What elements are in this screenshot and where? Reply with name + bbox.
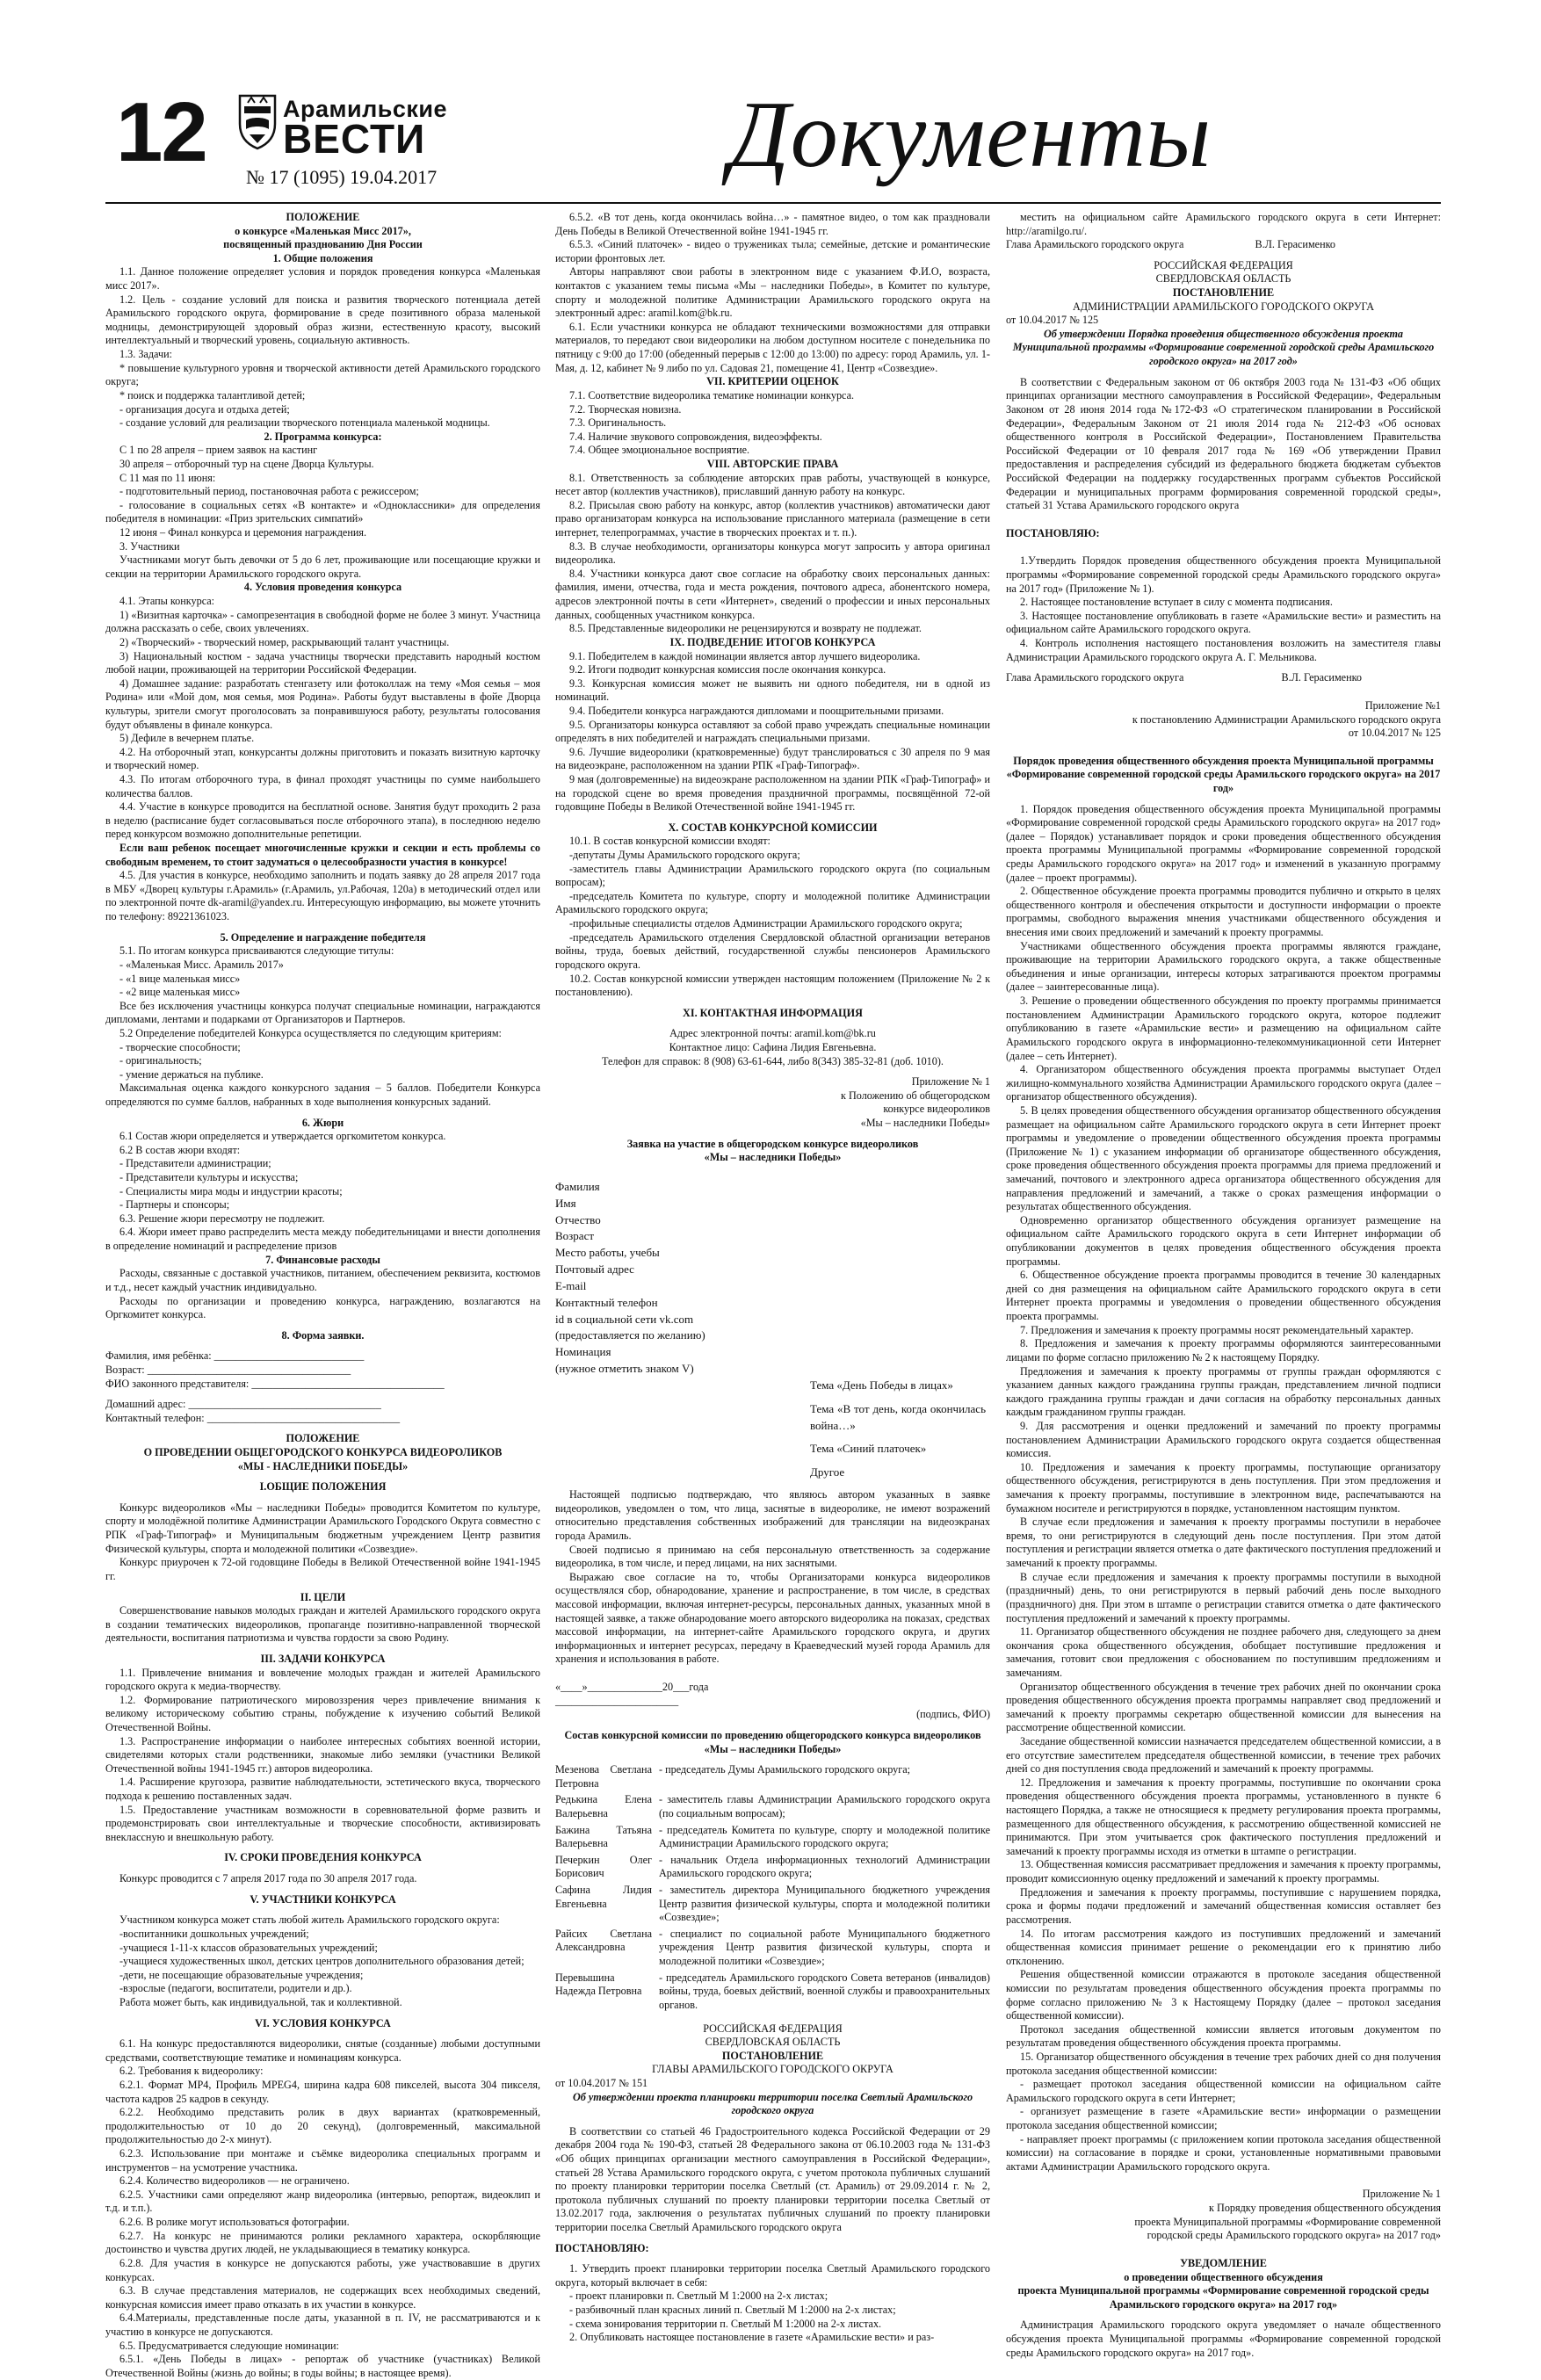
paragraph: 6.2.1. Формат MP4, Профиль MPEG4, ширина кадра 608 пикселей, высота 304 пикселя, частота кадров 25 кадров в секунду.: [105, 2079, 540, 2105]
paragraph: 6.2.7. На конкурс не принимаются ролики рекламного характера, оскорбляющие достоинство и чувства других людей, не укладывающиеся в тематику конкурса.: [105, 2229, 540, 2256]
appendix-note: конкурсе видеороликов: [883, 1103, 990, 1116]
column-1: [105, 211, 540, 2380]
paragraph: -председатель Арамильского отделения Свердловской областной организации ветеранов войны, труда, боевых действий, государственной службы пенсионеров Арамильского городского округа.: [555, 930, 990, 971]
paragraph: 6.2.3. Использование при монтаже и съёмке видеоролика специальных программ и инструментов – на усмотрение участника.: [105, 2147, 540, 2174]
paragraph: - Представители культуры и искусства;: [119, 1171, 299, 1184]
member-name: Бажина Татьяна Валерьевна: [555, 1823, 652, 1850]
paragraph: - умение держаться на публике.: [119, 1067, 264, 1081]
paragraph: Заседание общественной комиссии назначается председателем общественной комиссии, а в его отсутствие заместителем председателя общественной комиссии, в течение трех рабочих дней со дня поступления свода предложений и замечаний к проекту программы.: [1006, 1734, 1441, 1776]
paragraph: 2. Опубликовать настоящее постановление в газете «Арамильские вести» и раз-: [569, 2331, 935, 2344]
paragraph: -дети, не посещающие образовательные учреждения;: [119, 1968, 364, 1981]
paragraph: 4. Контроль исполнения настоящего постановления возложить на заместителя главы Администрации Арамильского городского округа А. Г. Мельникова.: [1006, 637, 1441, 663]
paragraph: 9 мая (долговременные) на видеоэкране расположенном на здании РПК «Граф-Типограф» и на городской сцене во время проведения праздничной программы, посвящённой 72-ой годовщине Победы в Великой Отечественной войне 1941-1945 гг.: [555, 772, 990, 814]
form-field-label: Отчество: [555, 1212, 601, 1226]
paragraph: 1.1. Данное положение определяет условия и порядок проведения конкурса «Маленькая мисс 2017».: [105, 265, 540, 293]
paragraph: - создание условий для реализации творческого потенциала маленькой модницы.: [119, 416, 490, 430]
paragraph: Авторы направляют свои работы в электронном виде с указанием Ф.И.О, возраста, контактов с указанием темы письма «Мы – наследники Победы», в Комитет по культуре, спорту и молодежной политике Администрации Арамильского городского округа на электронный адрес: aramil.kom@bk.ru.: [555, 265, 990, 320]
member-role: - председатель Думы Арамильского городского округа;: [659, 1763, 911, 1776]
form-line: Домашний адрес: ____________________________________: [105, 1398, 381, 1411]
paragraph: 7.2. Творческая новизна.: [569, 402, 682, 416]
decree-date: от 10.04.2017 № 151: [555, 2076, 648, 2089]
heading: ПОЛОЖЕНИЕ: [286, 1432, 360, 1445]
paragraph: 11. Организатор общественного обсуждения не позднее рабочего дня, следующего за днем окончания срока общественного обсуждения, обобщает поступившие предложения и замечания, готовит свои предложения с обоснованием по поступившим предложениям и замечаниям.: [1006, 1625, 1441, 1679]
paragraph: 2. Настоящее постановление вступает в силу с момента подписания.: [1020, 596, 1333, 609]
paragraph: -воспитанники дошкольных учреждений;: [119, 1927, 309, 1940]
paragraph: 5. В целях проведения общественного обсуждения организатор общественного обсуждения размещает на официальном сайте Арамильского городского округа в сети Интернет проект программы и уведомление о проведении общественного обсуждения проекта программы (Приложение № 1) с указанием информации об организаторе общественного обсуждения, сроке проведения общественного обсуждения проекта программы для приема предложений и замечаний, почтового и электронного адреса организатора общественного обсуждения для направления предложений и замечаний, а также о сроках размещения информации о результатах общественного обсуждения.: [1006, 1103, 1441, 1213]
paragraph: 6.5.3. «Синий платочек» - видео о тружениках тыла; семейные, детские и романтические истории фронтовых лет.: [555, 238, 990, 264]
column-2: [555, 211, 990, 2345]
nomination-option: Другое: [810, 1465, 845, 1479]
section-heading: 8. Форма заявки.: [281, 1328, 365, 1342]
paragraph: 1.4. Расширение кругозора, развитие наблюдательности, эстетического вкуса, творческого подхода к решению поставленных задач.: [105, 1776, 540, 1803]
form-field-label: Фамилия: [555, 1179, 600, 1193]
paragraph: 1.3. Распространение информации о наиболее интересных событиях военной истории, свидетелями которых стали родственники, знакомые либо земляки (участники Великой Отечественной войны 1941-1945 гг.) авторов видеоролика.: [105, 1734, 540, 1775]
section-heading: IX. ПОДВЕДЕНИЕ ИТОГОВ КОНКУРСА: [669, 635, 876, 648]
paragraph: Организатор общественного обсуждения в течение трех рабочих дней по окончании срока проведения общественного обсуждения проекта программы направляет свод предложений и замечаний к проекту программы секретарю общественной комиссии для вынесения на рассмотрение общественной комиссии.: [1006, 1680, 1441, 1734]
paragraph: 9.4. Победители конкурса награждаются дипломами и поощрительными призами.: [569, 704, 944, 717]
paragraph: 8.2. Присылая свою работу на конкурс, автор (коллектив участников) автоматически дают право организаторам конкурса на использование присланного материала (размещение в сети интернет, телепрограммах, участие в творческих проектах и т. п.).: [555, 498, 990, 539]
section-heading: 7. Финансовые расходы: [265, 1253, 380, 1266]
paragraph: 8.5. Представленные видеоролики не рецензируются и возврату не подлежат.: [569, 622, 922, 635]
decree-header: СВЕРДЛОВСКАЯ ОБЛАСТЬ: [1155, 272, 1291, 286]
section-heading: 1. Общие положения: [272, 251, 373, 264]
form-line: ФИО законного представителя: ____________________________________: [105, 1377, 445, 1390]
paragraph: 3. Решение о проведении общественного обсуждения по проекту программы принимается постановлением Администрации Арамильского городского округа, которое подлежит опубликованию в газете «Арамильские вести» и размещению на официальном сайте Арамильского городского округа в информационно-телекоммуникационной сети Интернет (далее – сеть Интернет).: [1006, 995, 1441, 1062]
signer-title: Глава Арамильского городского округа: [1006, 671, 1184, 684]
paragraph: В случае если предложения и замечания к проекту программы поступили в нерабочее время, то они регистрируются в следующий день после поступления. При этом датой поступления и регистрации является отметка о дате фактического поступления предложений и замечаний к проекту программы.: [1006, 1516, 1441, 1570]
paragraph: Участником конкурса может стать любой житель Арамильского городского округа:: [119, 1913, 500, 1927]
page-number: 12: [116, 85, 206, 179]
decree-resolve: ПОСТАНОВЛЯЮ:: [1006, 526, 1100, 539]
section-heading: «Мы – наследники Победы»: [704, 1151, 842, 1164]
paragraph: 6.2.4. Количество видеороликов — не ограничено.: [119, 2174, 350, 2188]
paragraph: 4. Организатором общественного обсуждения проекта программы выступает Отдел жилищно-коммунального хозяйства Администрации Арамильского городского округа (далее – организатор общественного обсуждения).: [1006, 1063, 1441, 1103]
signature-line: _______________________: [555, 1694, 679, 1707]
paragraph: - разбивочный план красных линий п. Светлый М 1:2000 на 2-х листах;: [569, 2304, 896, 2317]
paragraph: - Специалисты мира моды и индустрии красоты;: [119, 1184, 343, 1197]
paragraph: 6.1 Состав жюри определяется и утверждается оргкомитетом конкурса.: [119, 1130, 446, 1143]
paragraph: - схема зонирования территории п. Светлый М 1:2000 на 2-х листах.: [569, 2317, 882, 2330]
paragraph: 15. Организатор общественного обсуждения в течение трех рабочих дней со дня получения протокола заседания общественной комиссии:: [1006, 2051, 1441, 2077]
member-role: - заместитель директора Муниципального бюджетного учреждения Центр развития физической культуры, спорта и молодежной политики «Созвездие»;: [659, 1884, 990, 1924]
appendix-note: к Порядку проведения общественного обсуждения: [1209, 2202, 1441, 2215]
appendix-note: городской среды Арамильского городского округа» на 2017 год»: [1147, 2229, 1441, 2242]
signer-title: Глава Арамильского городского округа: [1006, 238, 1184, 251]
decree-header: ПОСТАНОВЛЕНИЕ: [1172, 286, 1275, 300]
paragraph: Выражаю свое согласие на то, чтобы Организаторами конкурса видеороликов осуществлялся сбор, обнародование, хранение и распространение, в том числе, в средствах массовой информации, включая интернет-ресурсы, персональных данных, указанных мной в настоящей заявке, а также обнародование моего авторского видеоролика на показах, средствах массовой информации, на интернет-сайте Арамильского городского округа, и других информационных и интернет ресурсах, передачу в Краеведческий музей города Арамиль для хранения и использования в работе.: [555, 1570, 990, 1666]
decree-date: от 10.04.2017 № 125: [1006, 314, 1099, 327]
decree-header: ГЛАВЫ АРАМИЛЬСКОГО ГОРОДСКОГО ОКРУГА: [652, 2063, 893, 2076]
paragraph: - оригинальность;: [119, 1054, 202, 1067]
paragraph: 2. Общественное обсуждение проекта программы проводится публично и открыто в целях общественного контроля и обеспечения открытости и доступности информации о проекте программы, свободного выражения мнения участниками общественного обсуждения и внесения ими своих предложений и замечаний к проекту программы.: [1006, 885, 1441, 939]
paragraph: С 11 мая по 11 июня:: [119, 471, 216, 484]
member-role: - председатель Арамильского городского Совета ветеранов (инвалидов) войны, труда, боевых действий, военной службы и правоохранительных органов.: [659, 1971, 990, 2011]
section-heading: 5. Определение и награждение победителя: [220, 930, 426, 944]
paragraph: Предложения и замечания к проекту программы от группы граждан оформляются с указанием данных каждого гражданина группы граждан, представлением личной подписи каждого гражданина группы граждан и дачи согласия на обработку персональных данных каждым гражданином группы граждан.: [1006, 1364, 1441, 1419]
paragraph: - проект планировки п. Светлый М 1:2000 на 2-х листах;: [569, 2290, 828, 2303]
jury-table: [555, 1763, 990, 2015]
paragraph: 5.1. По итогам конкурса присваиваются следующие титулы:: [119, 944, 394, 958]
decree-header: РОССИЙСКАЯ ФЕДЕРАЦИЯ: [703, 2022, 843, 2035]
paragraph: 1.5. Предоставление участникам возможности в соревновательной форме развить и продемонстрировать свои интеллектуальные и творческие способности, активизировать внеклассную и внешкольную работу.: [105, 1803, 540, 1843]
decree-header: РОССИЙСКАЯ ФЕДЕРАЦИЯ: [1154, 258, 1293, 271]
section-heading: 4. Условия проведения конкурса: [243, 581, 402, 594]
table-row: [555, 1793, 990, 1823]
paragraph: 4) Домашнее задание: разработать стенгазету или фотоколлаж на тему «Моя семья – моя Родина» или «Мой дом, моя семья, моя Родина». Работы будут выставлены в фойе Дворца культуры, зрители смогут проголосовать за понравившуюся работу, результаты голосования будут объявлены в финале конкурса.: [105, 676, 540, 731]
application-form-blank: [105, 1349, 540, 1425]
paragraph: 3. Настоящее постановление опубликовать в газете «Арамильские вести» и разместить на официальном сайте Арамильского городского округа.: [1006, 609, 1441, 636]
paragraph: 8. Предложения и замечания к проекту программы оформляются заинтересованными лицами по форме согласно приложению № 2 к настоящему Порядку.: [1006, 1337, 1441, 1364]
newspaper-logo: [237, 90, 474, 196]
form-field-label: Место работы, учебы: [555, 1246, 660, 1260]
paragraph: - организует размещение в газете «Арамильские вести» информации о размещении протокола заседания общественной комиссии;: [1006, 2105, 1441, 2132]
paragraph: 8.4. Участники конкурса дают свое согласие на обработку своих персональных данных: фамилия, имени, отчества, года и места рождения, почтового адреса, абонентского номера, адресов электронной почты в сети «Интернет», сведений о профессии и иных персональных данных, сообщенных участником конкурса.: [555, 567, 990, 621]
nomination-option: Тема «В тот день, когда окончилась война…»: [810, 1401, 986, 1432]
decree-title: Об утверждении Порядка проведения общественного обсуждения проекта Муниципальной программы «Формирование современной городской среды Арамильского городского округа» на 2017 год»: [1012, 327, 1435, 368]
form-field-label: Имя: [555, 1196, 576, 1210]
section-heading: проекта Муниципальной программы «Формирование современной городской среды Арамильского городского округа» на 2017 год»: [1017, 2284, 1429, 2311]
paragraph: 6.2. Требования к видеоролику:: [119, 2065, 264, 2078]
paragraph: - голосование в социальных сетях «В контакте» и «Одноклассники» для определения победителя в номинации: «Приз зрительских симпатий»: [105, 498, 540, 525]
brand-main: ВЕСТИ: [283, 116, 426, 162]
paragraph: 6.2 В состав жюри входят:: [119, 1143, 241, 1156]
paragraph: 4.4. Участие в конкурсе проводится на бесплатной основе. Занятия будут проходить 2 раза в неделю (расписание будет согласовываться после отборочного этапа), в последнюю неделю перед конкурсом возможно дополнительные репетиции.: [105, 800, 540, 841]
contact-line: Адрес электронной почты: aramil.kom@bk.ru: [669, 1027, 876, 1040]
member-name: Мезенова Светлана Петровна: [555, 1763, 652, 1790]
paragraph: 13. Общественная комиссия рассматривает предложения и замечания к проекту программы, проводит комиссионную оценку предложений и замечаний к проекту программы.: [1006, 1858, 1441, 1885]
paragraph: - направляет проект программы (с приложением копии протокола заседания общественной комиссии) на согласование в порядке и сроки, установленные нормативными правовыми актами Администрации Арамильского городского округа.: [1006, 2132, 1441, 2173]
brand-top: Арамильские: [283, 96, 447, 122]
date-line: «____»______________20___года: [555, 1681, 709, 1694]
paragraph: Одновременно организатор общественного обсуждения организует размещение на официальном сайте Арамильского городского округа в сети Интернет информации об опубликовании документов в целях проведения общественного обсуждения проекта программы.: [1006, 1213, 1441, 1268]
paragraph: 1.1. Привлечение внимания и вовлечение молодых граждан и жителей Арамильского городского округа к медиа-творчеству.: [105, 1666, 540, 1693]
section-heading: I.ОБЩИЕ ПОЛОЖЕНИЯ: [259, 1480, 387, 1494]
paragraph: 5.2 Определение победителей Конкурса осуществляется по следующим критериям:: [119, 1026, 502, 1039]
signature-line: [1006, 671, 1441, 685]
member-name: Перевышина Надежда Петровна: [555, 1971, 642, 1998]
table-row: [555, 1824, 990, 1854]
header-rule: [105, 202, 1441, 204]
paragraph: 6.3. Решение жюри пересмотру не подлежит.: [119, 1212, 325, 1225]
paragraph: 3) Национальный костюм - задача участницы творчески представить народный костюм любой нации, проживающей на территории Российской Федерации.: [105, 649, 540, 676]
paragraph: 4.1. Этапы конкурса:: [119, 595, 215, 608]
paragraph: Предложения и замечания к проекту программы, поступившие с нарушением порядка, срока и формы подачи предложений и замечаний общественная комиссия оставляет без рассмотрения.: [1006, 1885, 1441, 1926]
paragraph: Конкурс проводится с 7 апреля 2017 года по 30 апреля 2017 года.: [119, 1872, 417, 1885]
paragraph: -председатель Комитета по культуре, спорту и молодежной политике Администрации Арамильского городского округа;: [555, 889, 990, 916]
table-row: [555, 1928, 990, 1971]
member-name: Печеркин Олег Борисович: [555, 1853, 652, 1880]
paragraph-bold: Если ваш ребенок посещает многочисленные кружки и секции и есть проблемы со свободным временем, то стоит задуматься о целесообразности участия в конкурсе!: [105, 842, 540, 868]
appendix-note: к постановлению Администрации Арамильского городского округа: [1132, 713, 1441, 726]
paragraph: 10.1. В состав конкурсной комиссии входят:: [569, 835, 770, 848]
form-line: Фамилия, имя ребёнка: ____________________________: [105, 1349, 365, 1363]
heading: О ПРОВЕДЕНИИ ОБЩЕГОРОДСКОГО КОНКУРСА ВИДЕОРОЛИКОВ: [143, 1446, 503, 1459]
section-heading: X. СОСТАВ КОНКУРСНОЙ КОМИССИИ: [668, 821, 878, 834]
paragraph: Конкурс приурочен к 72-ой годовщине Победы в Великой Отечественной войне 1941-1945 гг.: [105, 1556, 540, 1582]
paragraph: местить на официальном сайте Арамильского городского округа в сети Интернет: http://aramilgo.ru/.: [1006, 211, 1441, 237]
issue-line: № 17 (1095) 19.04.2017: [246, 166, 438, 188]
paragraph: -учащиеся 1-11-х классов образовательных учреждений;: [119, 1941, 378, 1954]
paragraph: 1.2. Формирование патриотического мировоззрения через привлечение внимания к великому историческому событию страны, побуждение к изучению событий Великой Отечественной Войны.: [105, 1693, 540, 1733]
paragraph: - «1 вице маленькая мисс»: [119, 972, 241, 985]
paragraph: - Партнеры и спонсоры;: [119, 1198, 230, 1212]
member-role: - заместитель главы Администрации Арамильского городского округа (по социальным вопросам);: [659, 1793, 990, 1819]
nomination-option: Тема «Синий платочек»: [810, 1442, 927, 1456]
paragraph: 10.2. Состав конкурсной комиссии утвержден настоящим положением (Приложение № 2 к постановлению).: [555, 972, 990, 999]
paragraph: Протокол заседания общественной комиссии является итоговым документом по результатам проведения общественного обсуждения проекта программы.: [1006, 2022, 1441, 2050]
paragraph: 7. Предложения и замечания к проекту программы носят рекомендательный характер.: [1020, 1323, 1414, 1336]
paragraph: 6.5.1. «День Победы в лицах» - репортаж об участнике (участниках) Великой Отечественной Войны (жизнь до войны; в годы войны; в настоящее время).: [105, 2353, 540, 2379]
paragraph: 4.2. На отборочный этап, конкурсанты должны приготовить и показать визитную карточку и творческий номер.: [105, 745, 540, 772]
member-name: Редькина Елена Валерьевна: [555, 1793, 652, 1819]
paragraph: 8.1. Ответственность за соблюдение авторских прав работы, участвующей в конкурсе, несет автор (коллектив участников), приславший данную работу на конкурс.: [555, 471, 990, 498]
paragraph: Решения общественной комиссии отражаются в протоколе заседания общественной комиссии по результатам проведения общественного обсуждения проекта программы по форме согласно приложению № 3 к Настоящему Порядку (далее – протокол заседания общественной комиссии).: [1006, 1968, 1441, 2022]
signer-name: В.Л. Герасименко: [1281, 671, 1362, 684]
paragraph: * поиск и поддержка талантливой детей;: [119, 388, 306, 401]
paragraph: Работа может быть, как индивидуальной, так и коллективной.: [119, 1995, 402, 2008]
paragraph: 1.3. Задачи:: [119, 348, 173, 361]
city-crest-icon: [237, 94, 278, 150]
application-form: [555, 1179, 990, 1481]
paragraph: Конкурс видеороликов «Мы – наследники Победы» проводится Комитетом по культуре, спорту и молодёжной политике Администрации Арамильского Городского Округа совместно с РПК «Граф-Типограф» и Муниципальным бюджетным учреждением Центр развития Физической культуры, спорта и молодежной политики «Созвездие».: [105, 1501, 540, 1555]
section-heading: Заявка на участие в общегородском конкурсе видеороликов: [626, 1137, 919, 1150]
paragraph: 1) «Визитная карточка» - самопрезентация в свободной форме не более 3 минут. Участница должна рассказать о себе, своих увлечениях.: [105, 608, 540, 635]
form-line: Возраст: ______________________________________: [105, 1363, 351, 1376]
member-name: Сафина Лидия Евгеньевна: [555, 1884, 652, 1910]
paragraph: - организация досуга и отдыха детей;: [119, 402, 290, 416]
form-field-label: Контактный телефон: [555, 1295, 658, 1309]
paragraph: -заместитель главы Администрации Арамильского городского округа (по социальным вопросам);: [555, 862, 990, 889]
table-row: [555, 1971, 990, 2015]
paragraph: - подготовительный период, постановочная работа с режиссером;: [119, 485, 419, 498]
paragraph: 1.2. Цель - создание условий для поиска и развития творческого потенциала детей Арамильского городского округа, формирование в среде позитивного образа маленькой модницы, демонстрирующей здоровый образ жизни, естественную красоту, высокий интеллектуальный и творческий уровень, социальную активность.: [105, 293, 540, 347]
section-heading: VI. УСЛОВИЯ КОНКУРСА: [255, 2016, 391, 2029]
member-name: Райсих Светлана Александровна: [555, 1927, 652, 1954]
paragraph: 7.1. Соответствие видеоролика тематике номинации конкурса.: [569, 388, 855, 401]
heading: о конкурсе «Маленькая Мисс 2017»,: [235, 224, 411, 237]
member-role: - специалист по социальной работе Муниципального бюджетного учреждения Центр развития физической культуры, спорта и молодежной политики «Созвездие»;: [659, 1927, 990, 1968]
paragraph: Настоящей подписью подтверждаю, что являюсь автором указанных в заявке видеороликов, уведомлен о том, что лица, заснятые в видеоролике, не имеют возражений относительно представления собственных изображений для трансляции на видеоэкранах города Арамиль.: [555, 1488, 990, 1542]
section-heading: 6. Жюри: [301, 1116, 344, 1129]
signature-caption: (подпись, ФИО): [916, 1708, 990, 1721]
form-field-label: (предоставляется по желанию): [555, 1328, 705, 1342]
paragraph: 6.5.2. «В тот день, когда окончилась война…» - памятное видео, о том как праздновали День Победы в Великой Отечественной войне 1941-1945 гг.: [555, 211, 990, 237]
paragraph: - Представители администрации;: [119, 1157, 271, 1170]
paragraph: -депутаты Думы Арамильского городского округа;: [569, 849, 800, 862]
paragraph: 6.1. Если участники конкурса не обладают техническими возможностями для отправки материалов, то передают свои видеоролики на любом доступном носителе с понедельника по пятницу с 9:00 до 17:00 (обеденный перерыв с 12:00 до 13:00) по адресу: город Арамиль, ул. 1-Мая, д. 12, кабинет № 9 либо по ул. Садовая 21, помещение 41, Центр «Созвездие».: [555, 320, 990, 374]
paragraph: - «2 вице маленькая мисс»: [119, 986, 241, 999]
paragraph: 6.2.6. В ролике могут использоваться фотографии.: [119, 2216, 350, 2229]
paragraph: 1. Утвердить проект планировки территории поселка Светлый Арамильского городского округа, который включает в себя:: [555, 2262, 990, 2289]
paragraph: В случае если предложения и замечания к проекту программы поступили в выходной (праздничный) день, то они регистрируются в первый рабочий день после выходного (праздничного) дня. При этом в штампе о регистрации ставится отметка о дате фактического поступления предложений и замечаний к проекту программы.: [1006, 1570, 1441, 1624]
paragraph: 6.5. Предусматривается следующие номинации:: [119, 2339, 339, 2352]
paragraph: 6.4.Материалы, представленные после даты, указанной в п. IV, не рассматриваются и к участию в конкурсе не допускаются.: [105, 2311, 540, 2338]
paragraph: 1.Утвердить Порядок проведения общественного обсуждения проекта Муниципальной программы «Формирование современной городской среды Арамильского городского округа» на 2017 год» (Приложение № 1).: [1006, 554, 1441, 595]
paragraph: 2) «Творческий» - творческий номер, раскрывающий талант участницы.: [119, 635, 450, 648]
table-row: [555, 1763, 990, 1793]
paragraph: 6.3. В случае представления материалов, не содержащих всех необходимых сведений, конкурсная комиссия имеет право отказать в их участии в конкурсе.: [105, 2284, 540, 2311]
signature-line: [1006, 238, 1441, 252]
appendix-note: Приложение № 1: [1362, 2188, 1441, 2201]
paragraph: В соответствии со статьей 46 Градостроительного кодекса Российской Федерации от 29 декабря 2004 года № 190-ФЗ, статьей 28 Федерального закона от 06.10.2003 года № 131-ФЗ «Об общих принципах организации местного самоуправления в Российской Федерации», статьей 28 Устава Арамильского городского округа, с учетом протокола публичных слушаний по проекту планировки территории поселка Светлый (ст. Арамиль) от 29.09.2014 г. № 2, протокола публичных слушаний по проекту планировки территории поселка Светлый от 13.02.2017 года, заключения о результатах публичных слушаний по проекту планировки территории поселка Светлый Арамильского городского округа: [555, 2124, 990, 2234]
paragraph: 9.6. Лучшие видеоролики (кратковременные) будут транслироваться с 30 апреля по 9 мая на видеоэкране, расположенном на здании РПК «Граф-Типограф».: [555, 745, 990, 772]
section-heading: о проведении общественного обсуждения: [1124, 2270, 1323, 2283]
paragraph: * повышение культурного уровня и творческой активности детей Арамильского городского округа;: [105, 361, 540, 388]
paragraph: 9.5. Организаторы конкурса оставляют за собой право учреждать специальные номинации определять в них победителей и награждать специальными призами.: [555, 718, 990, 745]
table-row: [555, 1854, 990, 1884]
paragraph: 6.2.8. Для участия в конкурсе не допускаются работы, уже участвовавшие в других конкурсах.: [105, 2256, 540, 2283]
paragraph: 14. По итогам рассмотрения каждого из поступивших предложений и замечаний общественная комиссия принимает решение о рекомендации его к принятию либо отклонению.: [1006, 1927, 1441, 1967]
paragraph: 5) Дефиле в вечернем платье.: [119, 732, 255, 745]
decree-header: ПОСТАНОВЛЕНИЕ: [721, 2049, 824, 2062]
section-heading: Состав конкурсной комиссии по проведению общегородского конкурса видеороликов «Мы – наследники Победы»: [564, 1728, 981, 1755]
heading: «МЫ - НАСЛЕДНИКИ ПОБЕДЫ»: [237, 1459, 409, 1472]
paragraph: -профильные специалисты отделов Администрации Арамильского городского округа;: [569, 917, 963, 930]
paragraph: В соответствии с Федеральным законом от 06 октября 2003 года № 131-ФЗ «Об общих принципах организации местного самоуправления в Российской Федерации», Федеральным Законом от 28 июня 2014 года №172-ФЗ «О стратегическом планировании в Российской Федерации», Федеральным Законом от 21 июля 2014 года № 212-ФЗ «Об основах общественного контроля в Российской Федерации», Постановлением Правительства Российской Федерации от 10 февраля 2017 года № 169 «Об утверждении Правил предоставления и распределения субсидий из федерального бюджета бюджетам субъектов Российской Федерации на поддержку государственных программ субъектов Российской Федерации и муниципальных программ формирования современной городской среды», статьей 31 Устава Арамильского городского округа: [1006, 375, 1441, 512]
decree-header: АДМИНИСТРАЦИИ АРАМИЛЬСКОГО ГОРОДСКОГО ОКРУГА: [1072, 300, 1375, 313]
contact-line: Контактное лицо: Сафина Лидия Евгеньевна.: [669, 1040, 877, 1053]
form-field-label: Почтовый адрес: [555, 1262, 634, 1277]
heading: ПОЛОЖЕНИЕ: [286, 211, 360, 223]
paragraph: 7.4. Общее эмоциональное восприятие.: [569, 444, 750, 457]
paragraph: Максимальная оценка каждого конкурсного задания – 5 баллов. Победители Конкурса определяются по сумме баллов, набранных в ходе выполнения конкурсных заданий.: [105, 1081, 540, 1108]
paragraph: 7.3. Оригинальность.: [569, 416, 667, 430]
paragraph: 30 апреля – отборочный тур на сцене Дворца Культуры.: [119, 457, 374, 470]
paragraph: 9.2. Итоги подводит конкурсная комиссия после окончания конкурса.: [569, 663, 886, 676]
section-heading: Порядок проведения общественного обсуждения проекта Муниципальной программы «Формирование современной городской среды Арамильского городского округа» на 2017 год»: [1006, 754, 1441, 794]
masthead: [105, 83, 1441, 202]
appendix-note: Приложение №1: [1364, 698, 1441, 712]
paragraph: 6.2.2. Необходимо представить ролик в двух вариантах (кратковременный, продолжительностью от 10 до 20 секунд), (долговременный, максимальной продолжительностью до 2-х минут).: [105, 2106, 540, 2146]
paragraph: 4.3. По итогам отборочного тура, в финал проходят участницы по сумме наибольшего количества баллов.: [105, 772, 540, 799]
form-field-label: Возраст: [555, 1229, 595, 1243]
column-3: [1006, 211, 1441, 2360]
paragraph: 12 июня – Финал конкурса и церемония награждения.: [119, 526, 367, 539]
appendix-note: проекта Муниципальной программы «Формирование современной: [1134, 2215, 1441, 2228]
form-field-label: Номинация: [555, 1345, 611, 1359]
paragraph: 1. Порядок проведения общественного обсуждения проекта Муниципальной программы «Формирование современной городской среды Арамильского городского округа» на 2017 год» (далее – Порядок) устанавливает порядок и сроки проведения общественного обсуждения проекта программы Муниципальной программы «Формирование современной городской среды Арамильского городского округа» на 2017 год» и изменений в указанную программу (далее – проект программы).: [1006, 802, 1441, 884]
paragraph: 8.3. В случае необходимости, организаторы конкурса могут запросить у автора оригинал видеоролика.: [555, 539, 990, 567]
paragraph: Администрация Арамильского городского округа уведомляет о начале общественного обсуждения проекта Муниципальной программы «Формирование современной городской среды Арамильского городского округа» на 2017 год».: [1006, 2319, 1441, 2359]
section-heading: VIII. АВТОРСКИЕ ПРАВА: [706, 457, 839, 470]
member-role: - председатель Комитета по культуре, спорту и молодежной политике Администрации Арамильского городского округа;: [659, 1823, 990, 1850]
paragraph: 10. Предложения и замечания к проекту программы, поступающие организатору общественного обсуждения, регистрируются в день поступления. При этом предложения и замечания к проекту программы, поступившие в электронном виде, распечатываются на бумажном носителе и регистрируются в порядке, установленном настоящим пунктом.: [1006, 1460, 1441, 1515]
appendix-note: Приложение № 1: [911, 1075, 990, 1089]
section-heading: УВЕДОМЛЕНИЕ: [1180, 2256, 1267, 2269]
paragraph: 4.5. Для участия в конкурсе, необходимо заполнить и подать заявку до 28 апреля 2017 года в МБУ «Дворец культуры г.Арамиль» (г.Арамиль, ул.Рабочая, 120а) в методический отдел или по электронной почте dk-aramil@yandex.ru. Интересующую информацию, вы можете уточнить по телефону: 89221361023.: [105, 869, 540, 923]
appendix-note: к Положению об общегородском: [841, 1089, 990, 1102]
paragraph: 6. Общественное обсуждение проекта программы проводится в течение 30 календарных дней со дня размещения на официальном сайте Арамильского городского округа в сети Интернет проекта программы и уведомления о проведении общественного обсуждения проекта программы.: [1006, 1269, 1441, 1323]
section-heading: 2. Программа конкурса:: [264, 430, 382, 443]
appendix-note: «Мы – наследники Победы»: [860, 1117, 990, 1129]
paragraph: 7.4. Наличие звукового сопровождения, видеоэффекты.: [569, 430, 822, 443]
table-row: [555, 1884, 990, 1928]
signer-name: В.Л. Герасименко: [1255, 238, 1335, 251]
section-title: Документы: [729, 83, 1212, 187]
paragraph: -взрослые (педагоги, воспитатели, родители и др.).: [119, 1982, 352, 1995]
section-heading: V. УЧАСТНИКИ КОНКУРСА: [250, 1892, 396, 1906]
appendix-note: от 10.04.2017 № 125: [1348, 727, 1441, 740]
paragraph: 12. Предложения и замечания к проекту программы, поступившие по окончании срока проведения общественного обсуждения проекта программы, установленного в пункте 6 настоящего Порядка, а также не относящиеся к предмету регулирования проекта программы, размещенного для общественного обсуждения, к рассмотрению общественной комиссией не принимаются. При этом учитывается срок фактического поступления предложений и замечаний к проекту программы исходя из отметки в штампе о регистрации.: [1006, 1776, 1441, 1857]
paragraph: 6.4. Жюри имеет право распределить места между победительницами и внести дополнения в определение номинаций и распределение призов: [105, 1226, 540, 1253]
paragraph: 9. Для рассмотрения и оценки предложений и замечаний по проекту программы постановлением Администрации Арамильского городского округа создается общественная комиссия.: [1006, 1419, 1441, 1460]
section-heading: III. ЗАДАЧИ КОНКУРСА: [260, 1652, 386, 1665]
paragraph: 6.2.5. Участники сами определяют жанр видеоролика (интервью, репортаж, видеоклип и т.д. и т.п.).: [105, 2188, 540, 2215]
heading: посвященный празднованию Дня России: [223, 238, 423, 251]
decree-title: Об утверждении проекта планировки территории поселка Светлый Арамильского городского округа: [572, 2090, 973, 2117]
decree-resolve: ПОСТАНОВЛЯЮ:: [555, 2241, 649, 2254]
paragraph: Расходы, связанные с доставкой участников, питанием, обеспечением реквизита, костюмов и т.д., несет каждый участник индивидуально.: [105, 1267, 540, 1293]
member-role: - начальник Отдела информационных технологий Администрации Арамильского городского округа;: [659, 1853, 990, 1880]
form-field-label: id в социальной сети vk.com: [555, 1312, 694, 1326]
form-field-label: E-mail: [555, 1278, 587, 1292]
paragraph: 9.1. Победителем в каждой номинации является автор лучшего видеоролика.: [569, 649, 921, 662]
form-line: Контактный телефон: ____________________________________: [105, 1411, 401, 1424]
paragraph: - «Маленькая Мисс. Арамиль 2017»: [119, 958, 284, 971]
paragraph: 9.3. Конкурсная комиссия может не выявить ни одного победителя, ни в одной из номинаций.: [555, 676, 990, 704]
nomination-option: Тема «День Победы в лицах»: [810, 1378, 953, 1392]
paragraph: Все без исключения участницы конкурса получат специальные номинации, награждаются дипломами, лентами и подарками от Организаторов и Партнеров.: [105, 999, 540, 1026]
paragraph: 6.1. На конкурс предоставляются видеоролики, снятые (созданные) любыми доступными средствами, соответствующие тематике и номинациям конкурса.: [105, 2037, 540, 2064]
paragraph: - размещает протокол заседания общественной комиссии на официальном сайте Арамильского городского округа в сети Интернет;: [1006, 2078, 1441, 2104]
paragraph: Участниками могут быть девочки от 5 до 6 лет, проживающие или посещающие кружки и секции на территории Арамильского городского округа.: [105, 553, 540, 580]
paragraph: Расходы по организации и проведению конкурса, награждению, возлагаются на Оргкомитет конкурса.: [105, 1294, 540, 1321]
decree-header: СВЕРДЛОВСКАЯ ОБЛАСТЬ: [705, 2036, 841, 2049]
paragraph: 3. Участники: [119, 539, 180, 553]
paragraph: Совершенствование навыков молодых граждан и жителей Арамильского городского округа в создании тематических видеороликов, пропаганде позитивно-направленной творческой деятельности, воспитания патриотизма и чувства гордости за свою Родину.: [105, 1604, 540, 1645]
form-field-label: (нужное отметить знаком V): [555, 1362, 694, 1376]
section-heading: II. ЦЕЛИ: [300, 1590, 346, 1603]
section-heading: XI. КОНТАКТНАЯ ИНФОРМАЦИЯ: [683, 1006, 863, 1019]
section-heading: VII. КРИТЕРИИ ОЦЕНОК: [706, 375, 839, 388]
contact-line: Телефон для справок: 8 (908) 63-61-644, либо 8(343) 385-32-81 (доб. 1010).: [602, 1054, 944, 1067]
paragraph: -учащиеся художественных школ, детских центров дополнительного образования детей;: [119, 1955, 525, 1968]
paragraph: - творческие способности;: [119, 1040, 241, 1053]
section-heading: IV. СРОКИ ПРОВЕДЕНИЯ КОНКУРСА: [224, 1851, 422, 1864]
paragraph: С 1 по 28 апреля – прием заявок на кастинг: [119, 444, 318, 457]
paragraph: Своей подписью я принимаю на себя персональную ответственность за содержание видеоролика, в том числе, и перед лицами, на них заснятыми.: [555, 1543, 990, 1570]
paragraph: Участниками общественного обсуждения проекта программы являются граждане, проживающие на территории Арамильского городского округа, а также общественные объединения и иные организации, интересы которых затрагиваются проектом программы (далее – заинтересованные лица).: [1006, 939, 1441, 994]
